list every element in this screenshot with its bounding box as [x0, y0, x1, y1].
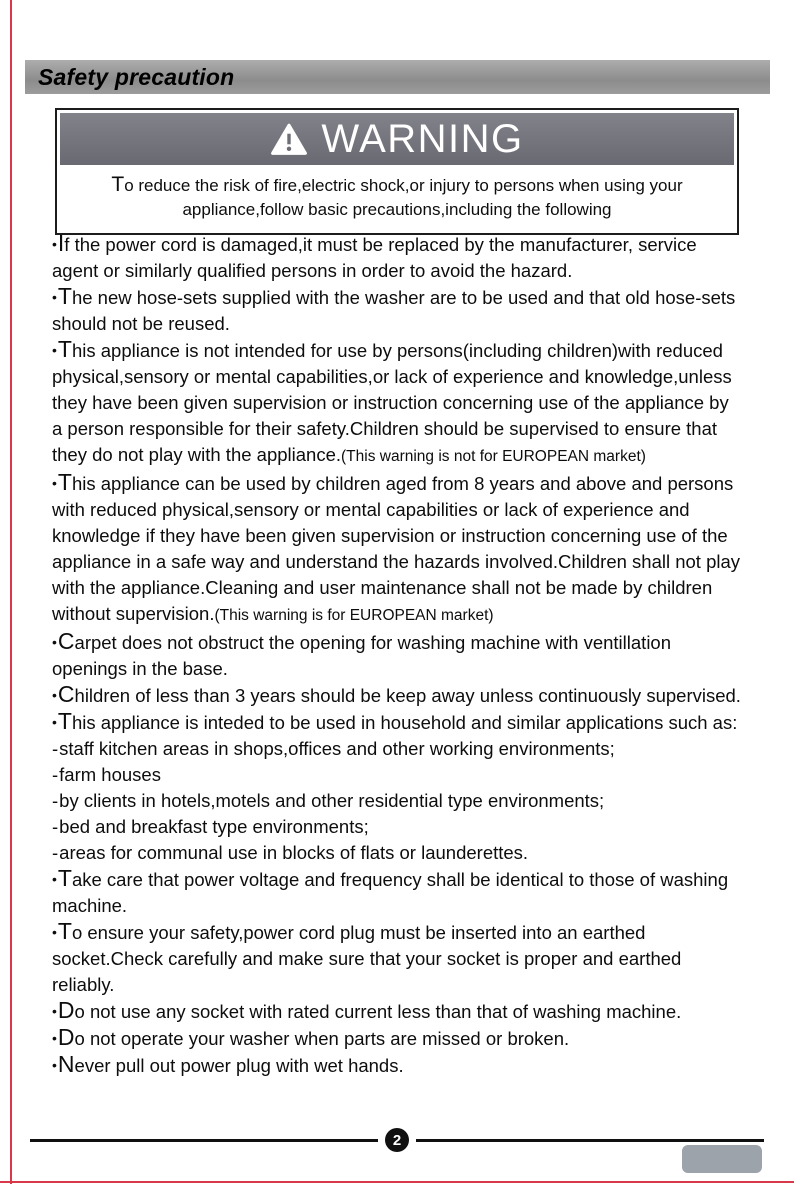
precaution-sub-item — [52, 736, 744, 762]
precaution-text: Children of less than 3 years should be keep away unless continuously supervised. — [57, 681, 741, 707]
lead-letter: D — [57, 1024, 75, 1050]
lead-letter: T — [57, 708, 72, 734]
lead-letter: T — [57, 918, 72, 944]
page-number: 2 — [392, 1131, 402, 1149]
warning-text-line2: appliance,follow basic precautions,including the following — [182, 200, 612, 219]
dash-marker: - — [52, 790, 59, 811]
warning-text — [57, 168, 737, 233]
precaution-item — [52, 629, 744, 682]
precaution-item — [52, 1025, 744, 1052]
dash-marker: - — [52, 738, 59, 759]
precaution-sub-item — [52, 840, 744, 866]
precaution-item — [52, 470, 744, 629]
market-note: (This warning is for EUROPEAN market) — [214, 607, 494, 624]
precaution-text: To ensure your safety,power cord plug must be inserted into an earthed socket.Check carefully and make sure that your socket is proper and earthed reliably. — [52, 918, 682, 995]
bullet-marker: • — [52, 924, 57, 940]
warning-triangle-icon — [270, 122, 308, 156]
precaution-text: This appliance is not intended for use by persons(including children)with reduced physical,sensory or mental capabilities,or lack of experience and knowledge,unless they have been given supervision or instruction concerning use of the appliance by a person responsible for their safety.Children should be supervised to ensure that they do not play with the appliance. — [52, 336, 732, 465]
warning-box — [55, 108, 739, 235]
precaution-text: bed and breakfast type environments; — [59, 816, 369, 837]
precaution-text: Take care that power voltage and frequency shall be identical to those of washing machine. — [52, 865, 729, 916]
lead-letter: D — [57, 997, 75, 1023]
precautions-list — [52, 231, 744, 1079]
lead-letter: C — [57, 628, 75, 654]
precaution-item — [52, 231, 744, 284]
precaution-text: This appliance is inteded to be used in household and similar applications such as: — [57, 708, 738, 734]
precaution-text: If the power cord is damaged,it must be replaced by the manufacturer, service agent or similarly qualified persons in order to avoid the hazard. — [52, 230, 697, 281]
warning-title: WARNING — [321, 116, 524, 161]
precaution-text: farm houses — [59, 764, 161, 785]
lead-letter: I — [57, 230, 65, 256]
bullet-marker: • — [52, 342, 57, 358]
lead-letter: N — [57, 1051, 75, 1077]
dash-marker: - — [52, 816, 59, 837]
precaution-text: Do not use any socket with rated current less than that of washing machine. — [57, 997, 682, 1023]
corner-tab — [682, 1145, 762, 1173]
bullet-marker: • — [52, 687, 57, 703]
precaution-text: The new hose-sets supplied with the washer are to be used and that old hose-sets should not be reused. — [52, 283, 736, 334]
page-title: Safety precaution — [38, 63, 235, 90]
page-edge-line-horizontal — [0, 1181, 794, 1183]
section-header — [25, 60, 770, 94]
bullet-marker: • — [52, 236, 57, 252]
precaution-text: areas for communal use in blocks of flats or launderettes. — [59, 842, 529, 863]
precaution-text: Do not operate your washer when parts are missed or broken. — [57, 1024, 570, 1050]
precaution-item — [52, 998, 744, 1025]
bullet-marker: • — [52, 1030, 57, 1046]
market-note: (This warning is not for EUROPEAN market) — [341, 448, 646, 465]
precaution-text: This appliance can be used by children aged from 8 years and above and persons with reduced physical,sensory or mental capabilities or lack of experience and knowledge if they have been given supervision or instruction concerning use of the appliance in a safe way and understand the hazards involved.Children shall not play with the appliance.Cleaning and user maintenance shall not be made by children without supervision. — [52, 469, 741, 624]
page-footer — [30, 1128, 764, 1152]
bullet-marker: • — [52, 1003, 57, 1019]
precaution-sub-item — [52, 762, 744, 788]
precaution-item — [52, 919, 744, 998]
dash-marker: - — [52, 842, 59, 863]
bullet-marker: • — [52, 475, 57, 491]
precaution-item — [52, 709, 744, 736]
lead-letter: T — [57, 469, 72, 495]
precaution-text: staff kitchen areas in shops,offices and other working environments; — [59, 738, 615, 759]
precaution-item — [52, 284, 744, 337]
footer-rule-left — [30, 1139, 378, 1142]
precaution-item — [52, 866, 744, 919]
lead-letter: T — [57, 336, 72, 362]
warning-header — [60, 113, 734, 165]
precaution-text: Carpet does not obstruct the opening for washing machine with ventillation openings in the base. — [52, 628, 672, 679]
precaution-sub-item — [52, 814, 744, 840]
precaution-item — [52, 1052, 744, 1079]
lead-letter: T — [57, 283, 72, 309]
bullet-marker: • — [52, 1057, 57, 1073]
precaution-text: by clients in hotels,motels and other residential type environments; — [59, 790, 605, 811]
lead-letter: T — [57, 865, 72, 891]
lead-letter: C — [57, 681, 75, 707]
bullet-marker: • — [52, 714, 57, 730]
precaution-sub-item — [52, 788, 744, 814]
precaution-item — [52, 337, 744, 470]
bullet-marker: • — [52, 871, 57, 887]
precaution-text: Never pull out power plug with wet hands. — [57, 1051, 404, 1077]
bullet-marker: • — [52, 634, 57, 650]
warning-text-line1: To reduce the risk of fire,electric shock,or injury to persons when using your — [111, 173, 683, 196]
precaution-item — [52, 682, 744, 709]
footer-rule-right — [416, 1139, 764, 1142]
page-number-badge — [385, 1128, 409, 1152]
dash-marker: - — [52, 764, 59, 785]
page-edge-line-vertical — [10, 0, 12, 1184]
bullet-marker: • — [52, 289, 57, 305]
